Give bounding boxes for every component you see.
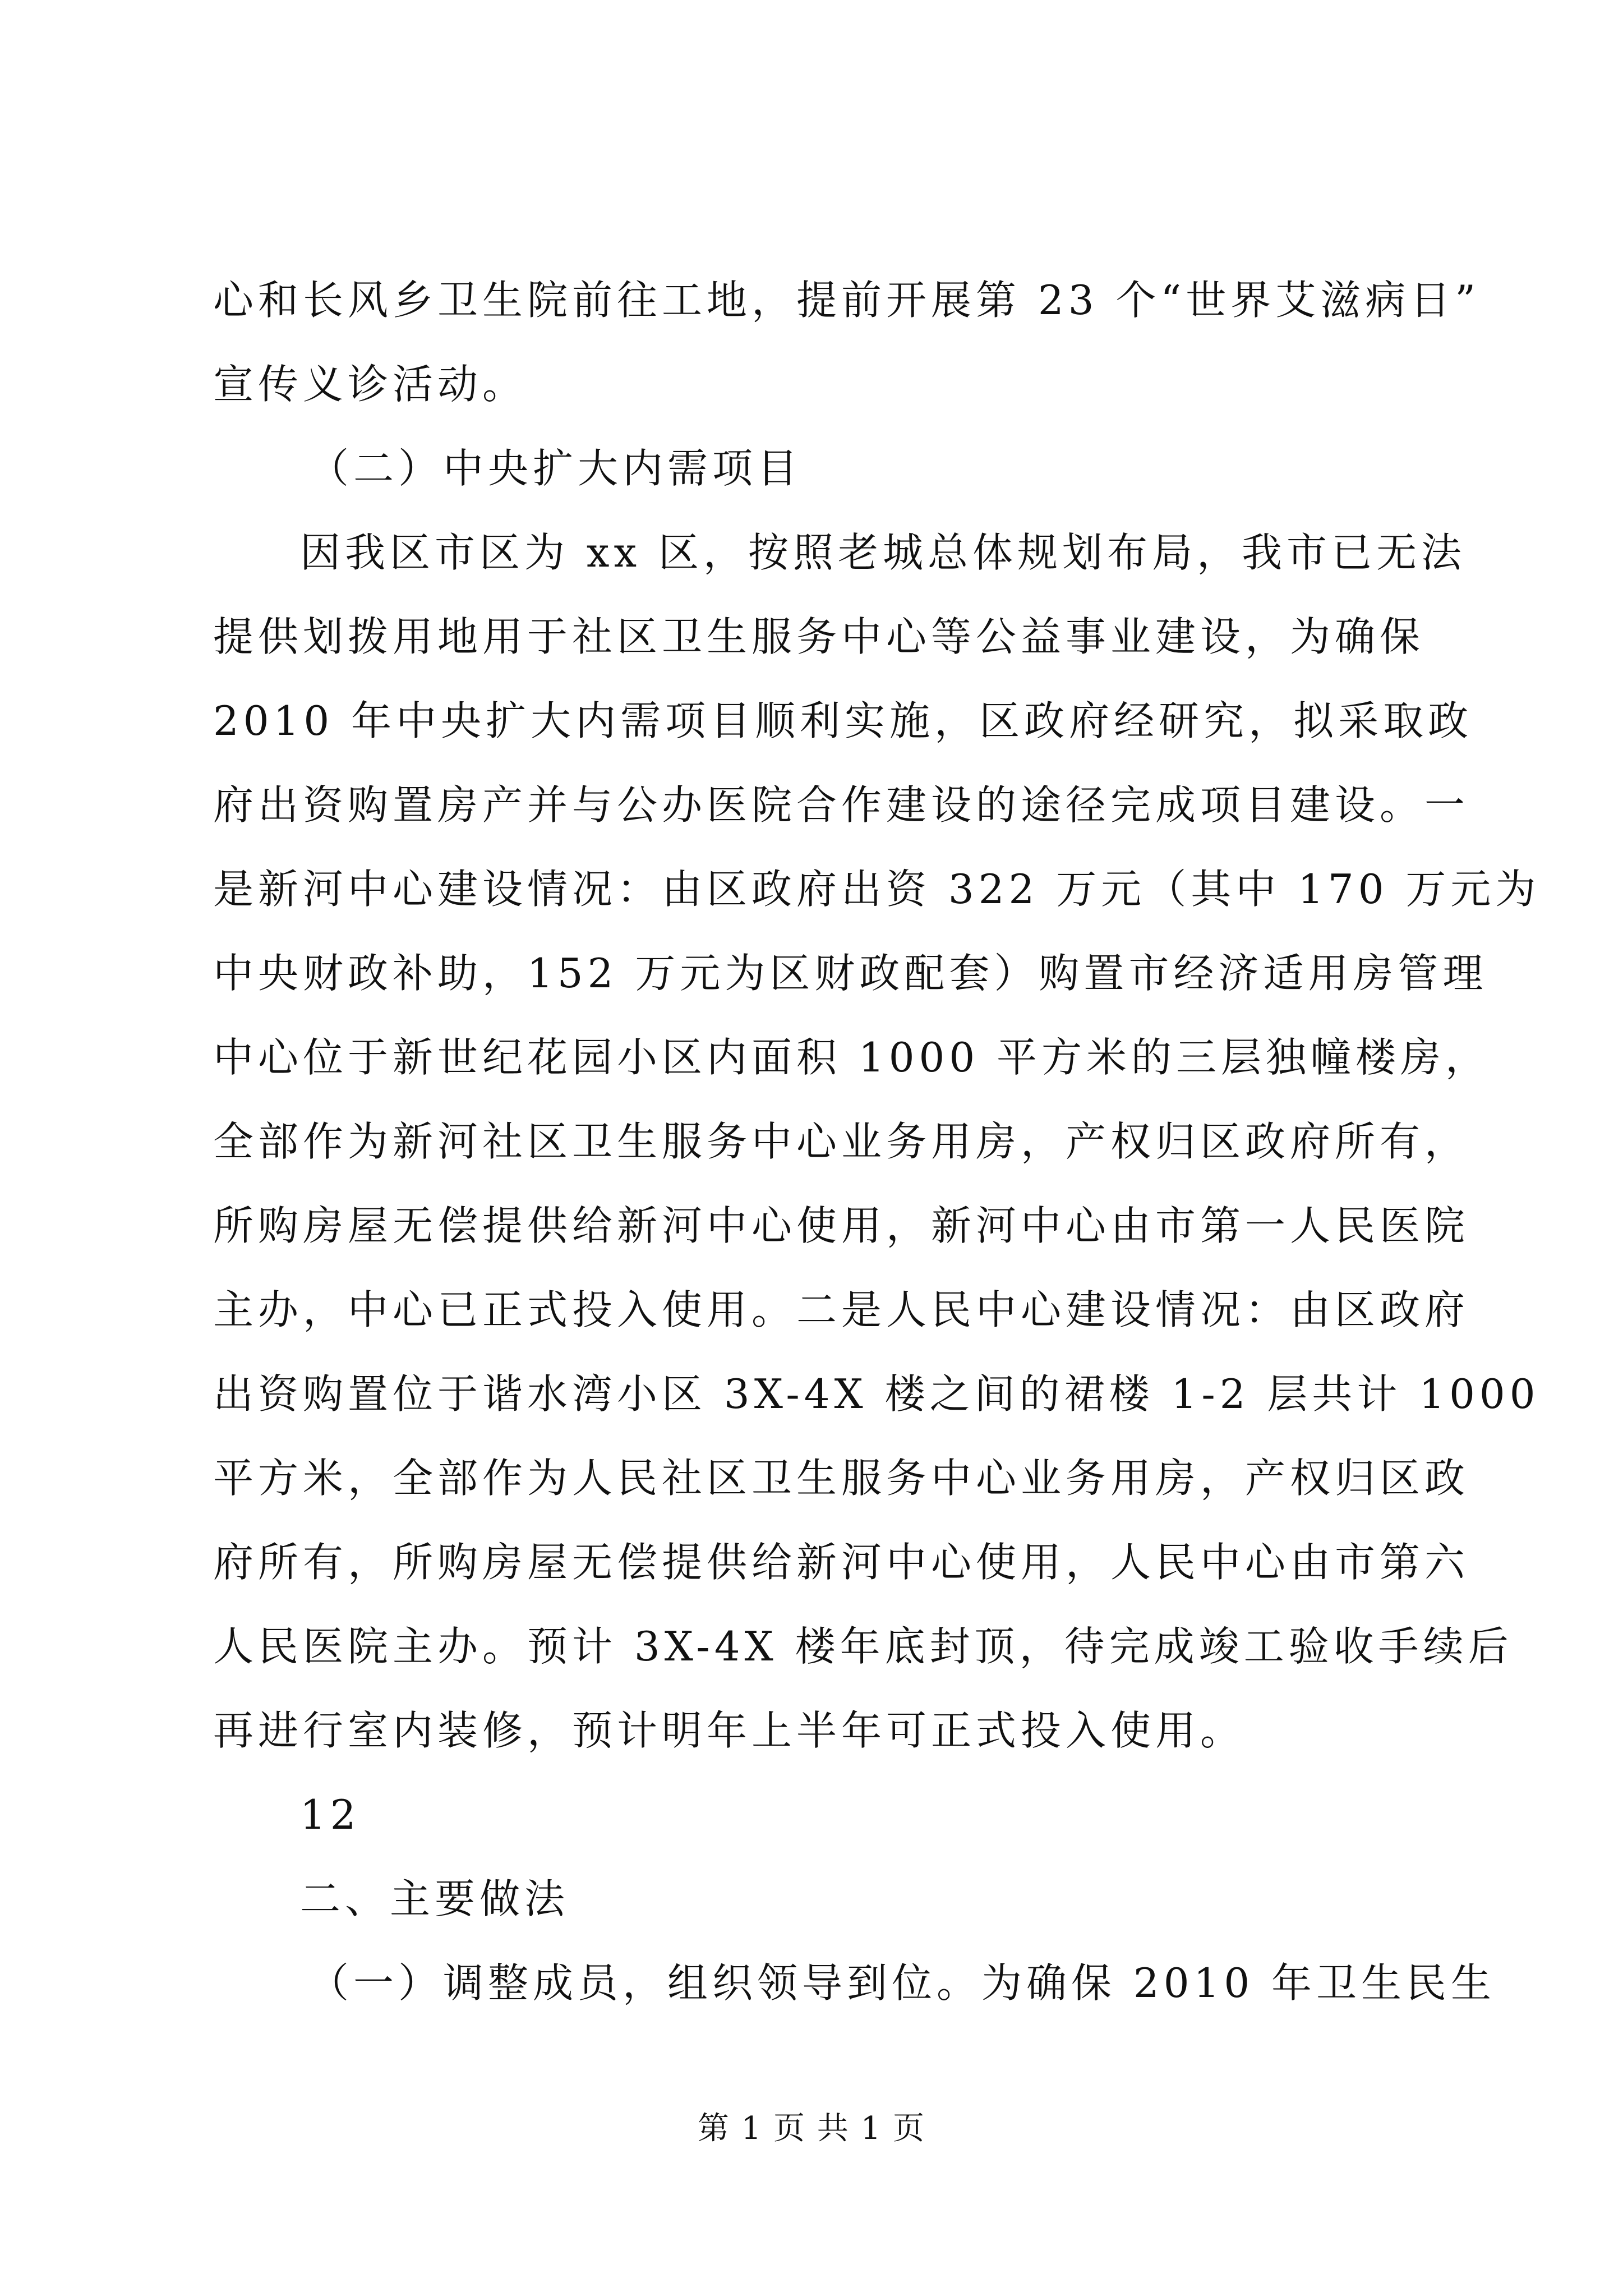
text-line: 2010 年中央扩大内需项目顺利实施，区政府经研究，拟采取政 <box>213 697 1473 744</box>
text-line: 是新河中心建设情况：由区政府出资 322 万元（其中 170 万元为 <box>213 866 1541 913</box>
text-line: 府出资购置房产并与公办医院合作建设的途径完成项目建设。一 <box>213 781 1470 829</box>
text-line: 心和长风乡卫生院前往工地，提前开展第 23 个“世界艾滋病日” <box>213 277 1481 324</box>
text-line: 宣传义诊活动。 <box>213 361 528 408</box>
section-heading: 二、主要做法 <box>300 1875 570 1922</box>
text-line: 平方米，全部作为人民社区卫生服务中心业务用房，产权归区政 <box>213 1455 1470 1502</box>
text-line: 人民医院主办。预计 3X-4X 楼年底封顶，待完成竣工验收手续后 <box>213 1623 1513 1670</box>
page-number-inline: 12 <box>300 1791 361 1838</box>
text-line: 府所有，所购房屋无偿提供给新河中心使用，人民中心由市第六 <box>213 1539 1470 1586</box>
text-line: 提供划拨用地用于社区卫生服务中心等公益事业建设，为确保 <box>213 613 1425 660</box>
paragraph-start: 因我区市区为 xx 区，按照老城总体规划布局，我市已无法 <box>300 529 1466 576</box>
section-heading: （二）中央扩大内需项目 <box>308 445 803 492</box>
subsection-heading: （一）调整成员，组织领导到位。为确保 2010 年卫生民生 <box>308 1959 1496 2007</box>
text-line: 全部作为新河社区卫生服务中心业务用房，产权归区政府所有， <box>213 1118 1470 1165</box>
text-line: 再进行室内装修，预计明年上半年可正式投入使用。 <box>213 1707 1246 1754</box>
text-line: 主办，中心已正式投入使用。二是人民中心建设情况：由区政府 <box>213 1286 1470 1333</box>
page-footer: 第 1 页 共 1 页 <box>697 2110 926 2147</box>
text-line: 所购房屋无偿提供给新河中心使用，新河中心由市第一人民医院 <box>213 1202 1470 1249</box>
text-line: 中心位于新世纪花园小区内面积 1000 平方米的三层独幢楼房， <box>213 1034 1491 1081</box>
document-body <box>213 258 1541 2025</box>
text-line: 中央财政补助，152 万元为区财政配套）购置市经济适用房管理 <box>213 950 1488 997</box>
text-line: 出资购置位于谐水湾小区 3X-4X 楼之间的裙楼 1-2 层共计 1000 <box>213 1370 1540 1418</box>
